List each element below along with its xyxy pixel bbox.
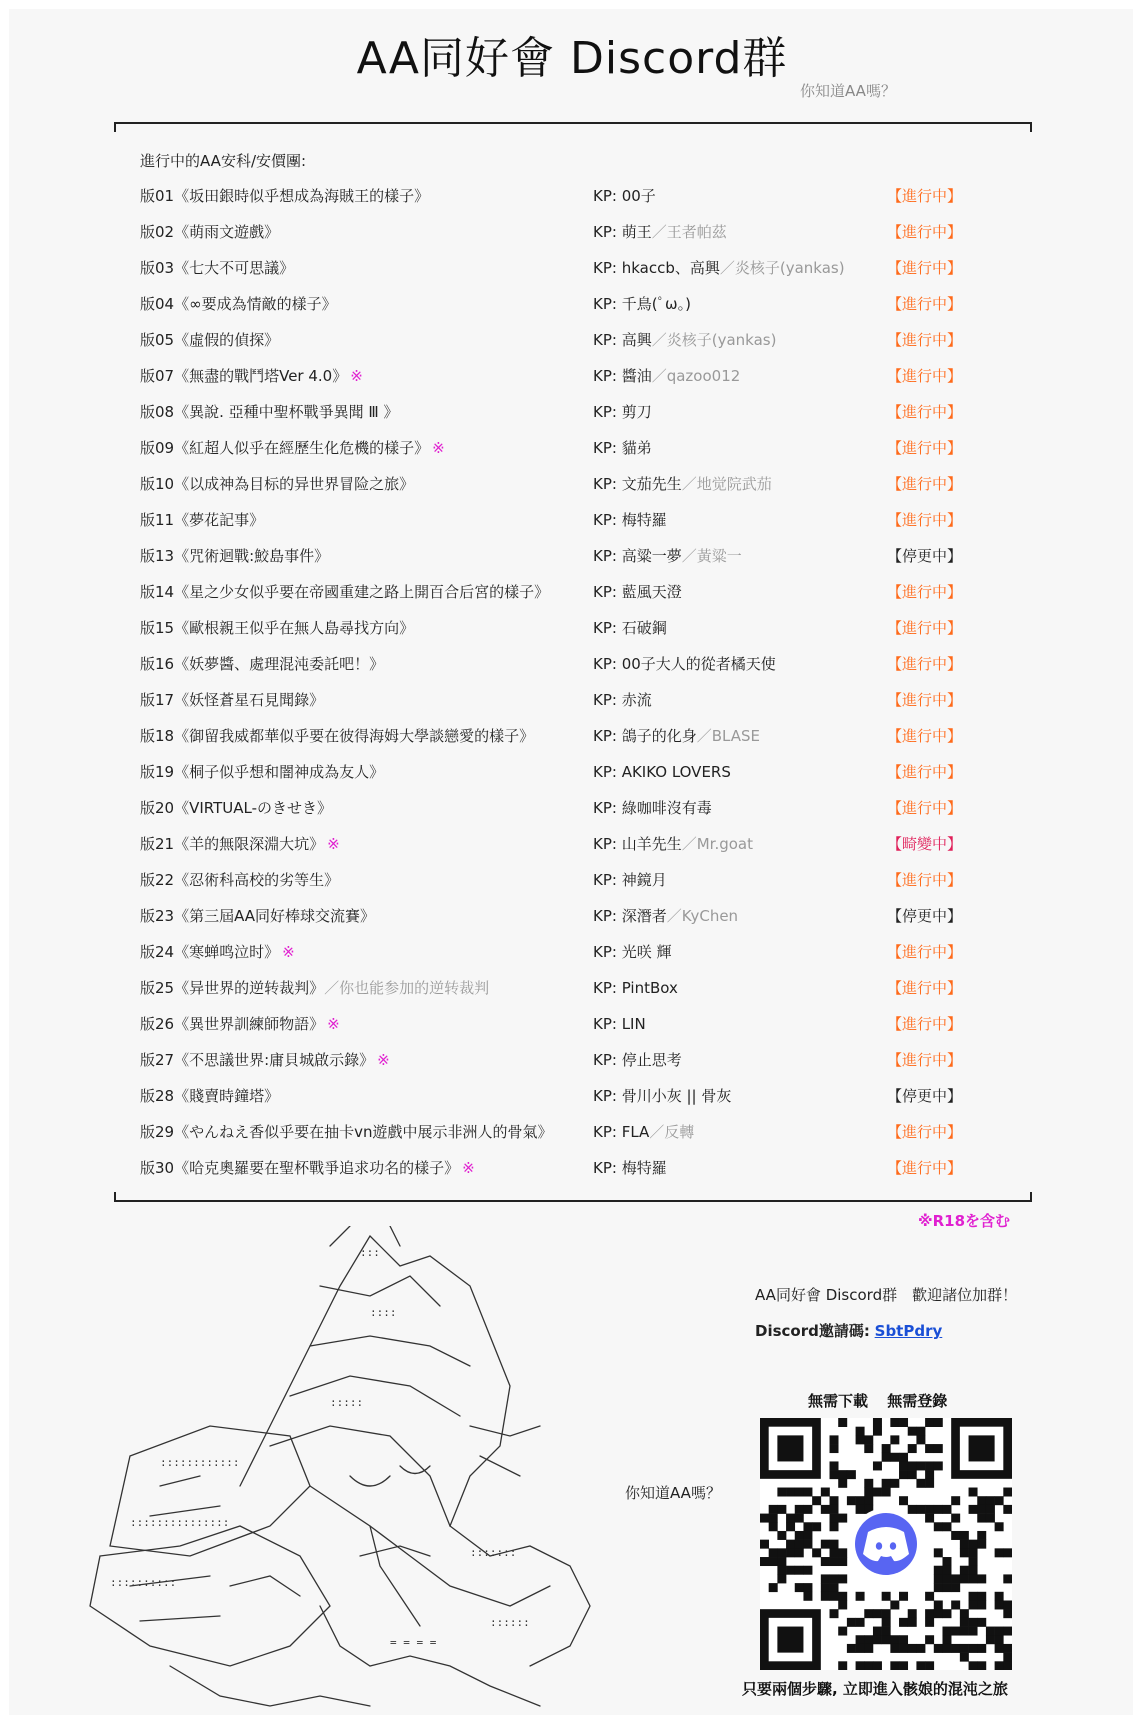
r18-mark: ※ [462, 1159, 475, 1177]
board-number: 版19 [140, 763, 175, 781]
svg-text:::::::::::: :::::::::: [110, 1576, 177, 1589]
section-label: 進行中的AA安科/安價團: [140, 152, 307, 170]
kp-name: KP: FLA／反轉 [593, 1123, 695, 1141]
discord-welcome: AA同好會 Discord群 歡迎諸位加群！ [755, 1286, 1018, 1304]
board-title [140, 580, 549, 604]
table-row[interactable] [140, 292, 1000, 328]
board-title [140, 1120, 552, 1144]
table-row[interactable] [140, 1012, 1000, 1048]
board-name: 《不思議世界:庸貝城啟示錄》 [174, 1051, 375, 1069]
board-title [140, 940, 295, 964]
board-name: 《以成神為目标的异世界冒险之旅》 [174, 475, 415, 493]
board-number: 版28 [140, 1087, 175, 1105]
kp-alt: ／黃粱一 [681, 547, 742, 565]
board-number: 版09 [140, 439, 175, 457]
table-row[interactable] [140, 508, 1000, 544]
status-badge: 【進行中】 [887, 871, 963, 889]
kp-alt: ／炎核子(yankas) [651, 331, 777, 349]
board-title [140, 472, 414, 496]
board-number: 版27 [140, 1051, 175, 1069]
r18-mark: ※ [377, 1051, 390, 1069]
kp-name: KP: 高興／炎核子(yankas) [593, 331, 777, 349]
table-row[interactable] [140, 580, 1000, 616]
table-row[interactable] [140, 544, 1000, 580]
kp-name: KP: 梅特羅 [593, 511, 667, 529]
board-number: 版22 [140, 871, 175, 889]
r18-note: ※R18を含む [918, 1212, 1011, 1230]
board-title [140, 1084, 279, 1108]
board-title [140, 724, 534, 748]
board-title [140, 364, 363, 388]
qr-caption: 只要兩個步驟, 立即進入骸娘的混沌之旅 [742, 1680, 1008, 1698]
qr-code-icon[interactable] [760, 1418, 1012, 1670]
board-number: 版03 [140, 259, 175, 277]
art-caption: 你知道AA嗎？ [625, 1484, 721, 1502]
kp-name: KP: 千鳥(ﾟω。) [593, 295, 691, 313]
board-title [140, 796, 332, 820]
kp-name: KP: LIN [593, 1015, 646, 1033]
kp-alt: ／qazoo012 [651, 367, 741, 385]
board-name: 《歐根親王似乎在無人島尋找方向》 [174, 619, 415, 637]
svg-text:= = = =: = = = = [390, 1636, 437, 1649]
kp-name: KP: 骨川小灰 || 骨灰 [593, 1087, 732, 1105]
list-frame-bottom [114, 1192, 1032, 1202]
table-row[interactable] [140, 400, 1000, 436]
board-number: 版08 [140, 403, 175, 421]
board-title [140, 616, 414, 640]
kp-name: KP: 醬油／qazoo012 [593, 367, 741, 385]
board-number: 版10 [140, 475, 175, 493]
table-row[interactable] [140, 976, 1000, 1012]
board-title [140, 976, 489, 1000]
table-row[interactable] [140, 1048, 1000, 1084]
board-name: 《∞要成為情敵的樣子》 [174, 295, 337, 313]
board-name: 《萌雨文遊戲》 [174, 223, 280, 241]
board-title [140, 1156, 475, 1180]
kp-name: KP: 梅特羅 [593, 1159, 667, 1177]
svg-text::::: ::: [360, 1246, 380, 1259]
kp-alt: ／炎核子(yankas) [719, 259, 845, 277]
table-row[interactable] [140, 328, 1000, 364]
board-name: 《星之少女似乎要在帝國重建之路上開百合后宮的樣子》 [174, 583, 550, 601]
board-title [140, 292, 337, 316]
status-badge: 【停更中】 [887, 907, 963, 925]
kp-alt: ／王者帕茲 [651, 223, 727, 241]
table-row[interactable] [140, 832, 1000, 868]
board-name: 《七大不可思議》 [174, 259, 295, 277]
board-name: 《妖怪蒼星石見聞錄》 [174, 691, 325, 709]
board-title [140, 832, 340, 856]
table-row[interactable] [140, 724, 1000, 760]
table-row[interactable] [140, 796, 1000, 832]
svg-text::::::::::::::::: ::::::::::::::: [130, 1516, 230, 1529]
board-name: 《無盡的戰鬥塔Ver 4.0》 [174, 367, 348, 385]
table-row[interactable] [140, 616, 1000, 652]
board-name: 《寒蝉鸣泣时》 [174, 943, 280, 961]
board-name: 《哈克奧羅要在聖杯戰爭追求功名的樣子》 [174, 1159, 460, 1177]
svg-text::::::: ::::: [330, 1396, 364, 1409]
kp-name: KP: hkaccb、高興／炎核子(yankas) [593, 259, 845, 277]
board-title [140, 220, 279, 244]
board-number: 版18 [140, 727, 175, 745]
table-row[interactable] [140, 1120, 1000, 1156]
board-name: 《咒術迴戰:鮫島事件》 [174, 547, 330, 565]
kp-alt: ／地觉院武茄 [681, 475, 772, 493]
board-title [140, 184, 429, 208]
qr-tags: 無需下載 無需登錄 [808, 1392, 948, 1410]
board-number: 版05 [140, 331, 175, 349]
table-row[interactable] [140, 436, 1000, 472]
board-number: 版26 [140, 1015, 175, 1033]
table-row[interactable] [140, 472, 1000, 508]
status-badge: 【進行中】 [887, 1159, 963, 1177]
table-row[interactable] [140, 868, 1000, 904]
kp-name: KP: 萌王／王者帕茲 [593, 223, 727, 241]
table-row[interactable] [140, 220, 1000, 256]
board-number: 版29 [140, 1123, 175, 1141]
board-title [140, 256, 294, 280]
board-number: 版30 [140, 1159, 175, 1177]
table-row[interactable] [140, 688, 1000, 724]
board-number: 版15 [140, 619, 175, 637]
board-title [140, 1012, 340, 1036]
board-title [140, 508, 264, 532]
board-name: 《坂田銀時似乎想成為海賊王的樣子》 [174, 187, 430, 205]
kp-name: KP: 光咲 輝 [593, 943, 672, 961]
kp-name: KP: 鴿子的化身／BLASE [593, 727, 760, 745]
status-badge: 【進行中】 [887, 367, 963, 385]
kp-name: KP: 停止思考 [593, 1051, 682, 1069]
status-badge: 【進行中】 [887, 295, 963, 313]
board-name: 《異世界訓練師物語》 [174, 1015, 325, 1033]
status-badge: 【進行中】 [887, 511, 963, 529]
board-name: 《紅超人似乎在經歷生化危機的樣子》 [174, 439, 430, 457]
invite-code-link[interactable]: SbtPdry [874, 1322, 943, 1340]
status-badge: 【進行中】 [887, 439, 963, 457]
status-badge: 【進行中】 [887, 691, 963, 709]
board-name: 《異說. 亞種中聖杯戰爭異聞 Ⅲ 》 [174, 403, 399, 421]
r18-mark: ※ [327, 835, 340, 853]
board-title [140, 760, 384, 784]
board-name: 《夢花記事》 [174, 511, 265, 529]
svg-text::::::::: ::::::: [470, 1546, 517, 1559]
board-number: 版23 [140, 907, 175, 925]
table-row[interactable] [140, 184, 1000, 220]
kp-name: KP: 剪刀 [593, 403, 652, 421]
board-name: 《御留我威都華似乎要在彼得海姆大學談戀愛的樣子》 [174, 727, 535, 745]
discord-invite [755, 1320, 942, 1341]
board-title [140, 652, 384, 676]
kp-name: KP: 文茄先生／地觉院武茄 [593, 475, 772, 493]
board-name: 《忍術科高校的劣等生》 [174, 871, 340, 889]
status-badge: 【進行中】 [887, 1015, 963, 1033]
board-title [140, 328, 279, 352]
board-number: 版14 [140, 583, 175, 601]
table-row[interactable] [140, 1084, 1000, 1120]
kp-name: KP: 綠咖啡沒有毒 [593, 799, 712, 817]
board-name-alt: ／你也能参加的逆转裁判 [324, 979, 490, 997]
board-number: 版11 [140, 511, 175, 529]
board-name: 《賤賣時鐘塔》 [174, 1087, 280, 1105]
r18-mark: ※ [350, 367, 363, 385]
kp-name: KP: 00子 [593, 187, 656, 205]
status-badge: 【進行中】 [887, 763, 963, 781]
svg-text:::::::::::::: :::::::::::: [160, 1456, 240, 1469]
page-title: AA同好會 Discord群 [356, 33, 788, 84]
board-name: 《羊的無限深淵大坑》 [174, 835, 325, 853]
board-title [140, 904, 375, 928]
board-list [140, 184, 1000, 1192]
status-badge: 【畸變中】 [887, 835, 963, 853]
status-badge: 【停更中】 [887, 547, 963, 565]
board-number: 版02 [140, 223, 175, 241]
status-badge: 【進行中】 [887, 583, 963, 601]
kp-name: KP: 00子大人的從者橘天使 [593, 655, 776, 673]
board-name: 《妖夢醬、處理混沌委託吧！》 [174, 655, 385, 673]
kp-name: KP: 貓弟 [593, 439, 652, 457]
board-title [140, 868, 339, 892]
board-number: 版21 [140, 835, 175, 853]
kp-name: KP: 石破鋼 [593, 619, 667, 637]
table-row[interactable] [140, 256, 1000, 292]
board-title [140, 688, 324, 712]
status-badge: 【進行中】 [887, 727, 963, 745]
status-badge: 【進行中】 [887, 655, 963, 673]
kp-name: KP: AKIKO LOVERS [593, 763, 731, 781]
status-badge: 【進行中】 [887, 979, 963, 997]
svg-text:::::: :::: [370, 1306, 397, 1319]
table-row[interactable] [140, 652, 1000, 688]
board-number: 版20 [140, 799, 175, 817]
board-title [140, 436, 445, 460]
board-number: 版01 [140, 187, 175, 205]
kp-alt: ／BLASE [696, 727, 760, 745]
kp-alt: ／KyChen [666, 907, 739, 925]
r18-mark: ※ [282, 943, 295, 961]
board-name: 《桐子似乎想和闇神成為友人》 [174, 763, 385, 781]
r18-mark: ※ [432, 439, 445, 457]
ascii-art-icon [70, 1226, 630, 1714]
table-row[interactable] [140, 364, 1000, 400]
board-name: 《やんねえ香似乎要在抽卡vn遊戲中展示非洲人的骨氣》 [174, 1123, 553, 1141]
table-row[interactable] [140, 940, 1000, 976]
status-badge: 【停更中】 [887, 1087, 963, 1105]
status-badge: 【進行中】 [887, 475, 963, 493]
r18-mark: ※ [327, 1015, 340, 1033]
board-name: 《虛假的偵探》 [174, 331, 280, 349]
status-badge: 【進行中】 [887, 799, 963, 817]
svg-text:::::::: :::::: [490, 1616, 530, 1629]
kp-alt: ／反轉 [649, 1123, 695, 1141]
board-number: 版17 [140, 691, 175, 709]
board-title [140, 544, 329, 568]
board-title [140, 400, 399, 424]
status-badge: 【進行中】 [887, 187, 963, 205]
page-subtitle: 你知道AA嗎？ [800, 82, 896, 100]
board-number: 版13 [140, 547, 175, 565]
kp-name: KP: 深潛者／KyChen [593, 907, 739, 925]
status-badge: 【進行中】 [887, 619, 963, 637]
board-number: 版04 [140, 295, 175, 313]
board-number: 版07 [140, 367, 175, 385]
board-name: 《VIRTUAL-のきせき》 [174, 799, 333, 817]
kp-name: KP: PintBox [593, 979, 678, 997]
status-badge: 【進行中】 [887, 223, 963, 241]
board-number: 版25 [140, 979, 175, 997]
kp-alt: ／Mr.goat [681, 835, 753, 853]
kp-name: KP: 山羊先生／Mr.goat [593, 835, 753, 853]
status-badge: 【進行中】 [887, 943, 963, 961]
kp-name: KP: 高粱一夢／黃粱一 [593, 547, 742, 565]
table-row[interactable] [140, 760, 1000, 796]
status-badge: 【進行中】 [887, 1051, 963, 1069]
kp-name: KP: 赤流 [593, 691, 652, 709]
kp-name: KP: 神鏡月 [593, 871, 667, 889]
table-row[interactable] [140, 904, 1000, 940]
board-number: 版16 [140, 655, 175, 673]
board-name: 《异世界的逆转裁判》 [174, 979, 325, 997]
status-badge: 【進行中】 [887, 259, 963, 277]
status-badge: 【進行中】 [887, 1123, 963, 1141]
kp-name: KP: 藍風天澄 [593, 583, 682, 601]
board-title [140, 1048, 390, 1072]
status-badge: 【進行中】 [887, 331, 963, 349]
table-row[interactable] [140, 1156, 1000, 1192]
list-frame-top [114, 122, 1032, 132]
invite-label: Discord邀請碼: [755, 1322, 870, 1340]
board-number: 版24 [140, 943, 175, 961]
board-name: 《第三屆AA同好棒球交流賽》 [174, 907, 376, 925]
status-badge: 【進行中】 [887, 403, 963, 421]
